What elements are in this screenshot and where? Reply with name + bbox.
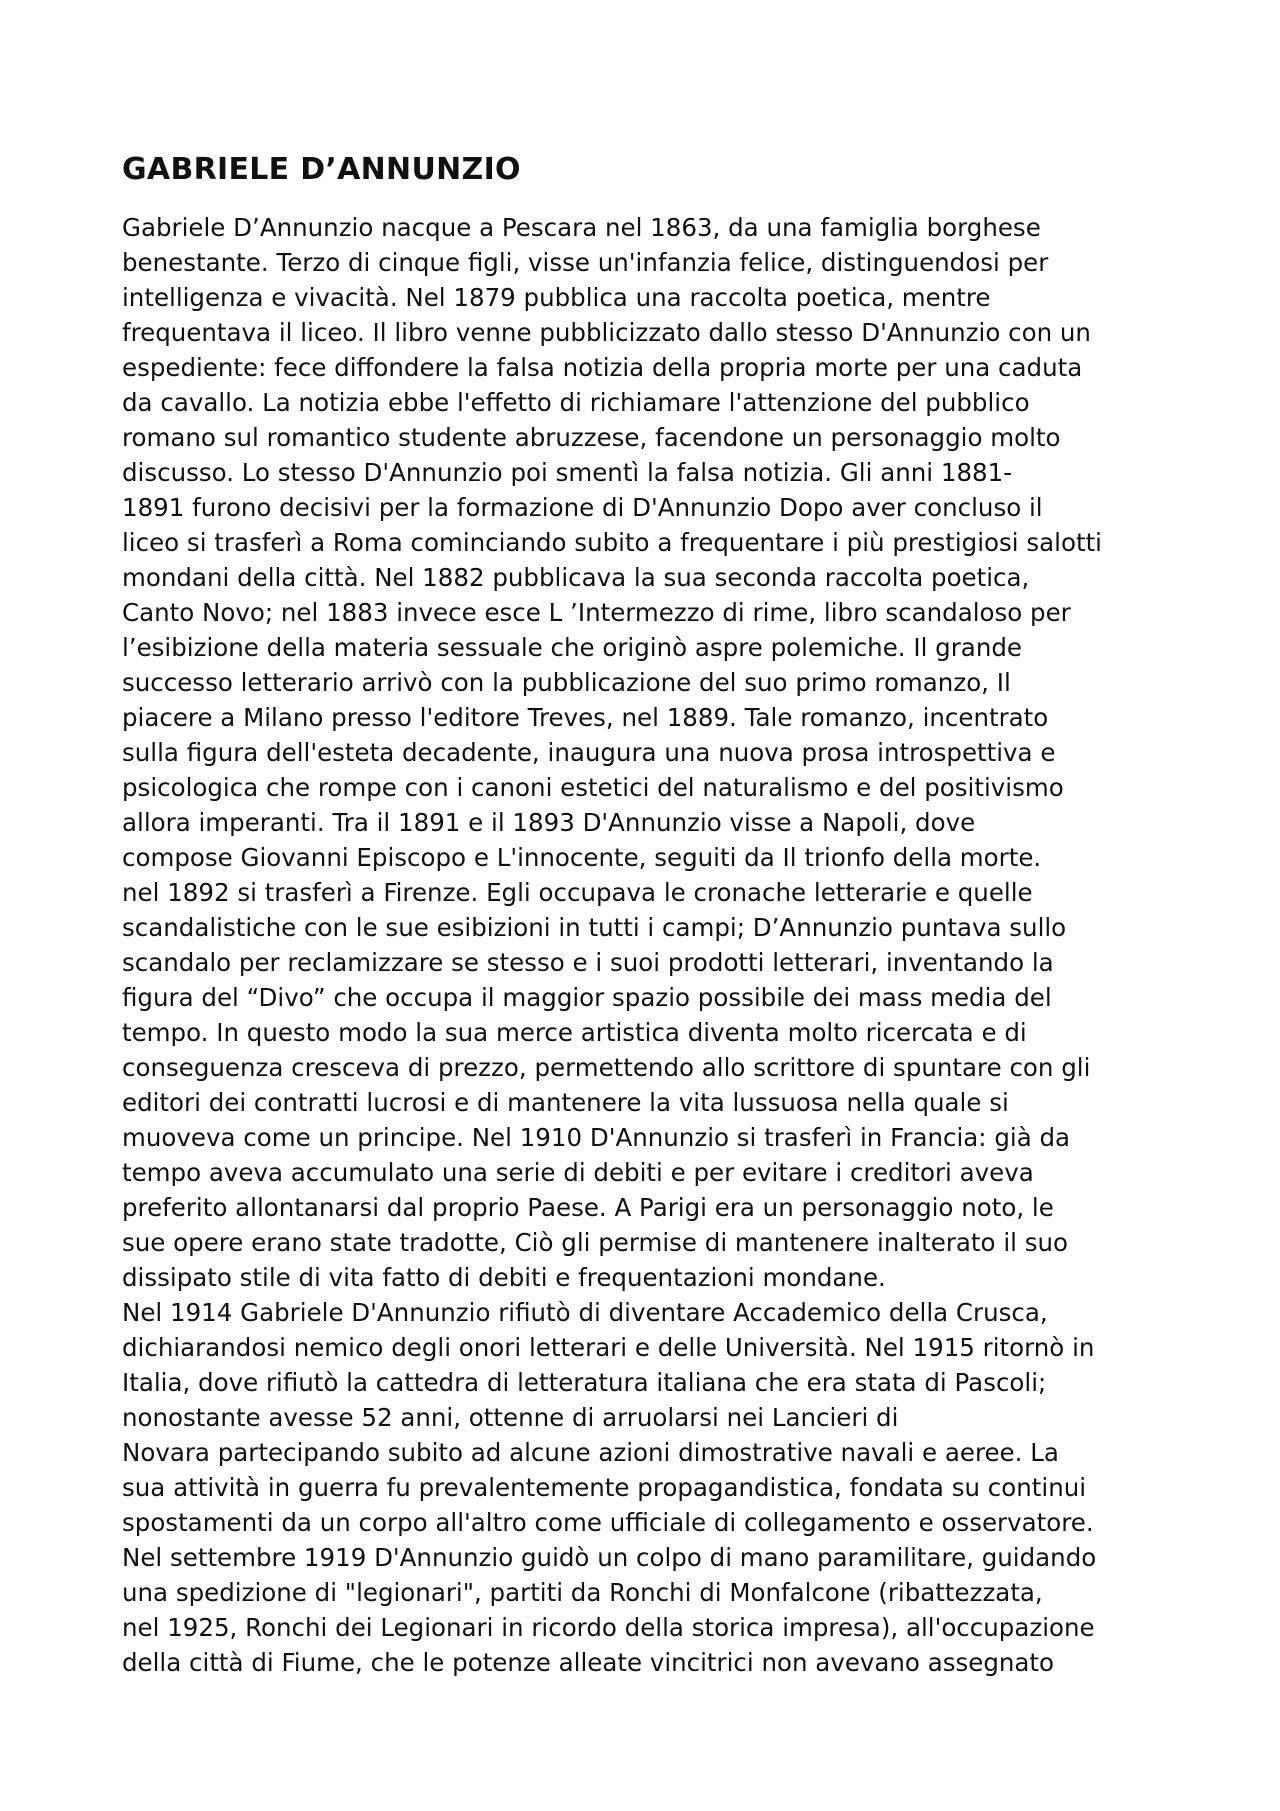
body-line: Nel 1914 Gabriele D'Annunzio rifiutò di diventare Accademico della Crusca, [122, 1298, 1048, 1327]
body-line: scandalo per reclamizzare se stesso e i suoi prodotti letterari, inventando la [122, 948, 1054, 977]
body-line: muoveva come un principe. Nel 1910 D'Annunzio si trasferì in Francia: già da [122, 1123, 1071, 1152]
body-line: successo letterario arrivò con la pubblicazione del suo primo romanzo, Il [122, 668, 1011, 697]
body-line: intelligenza e vivacità. Nel 1879 pubblica una raccolta poetica, mentre [122, 283, 991, 312]
body-line: da cavallo. La notizia ebbe l'effetto di richiamare l'attenzione del pubblico [122, 388, 1030, 417]
body-line: sua attività in guerra fu prevalentemente propagandistica, fondata su continui [122, 1473, 1087, 1502]
body-line: benestante. Terzo di cinque figli, visse un'infanzia felice, distinguendosi per [122, 248, 1049, 277]
body-line: preferito allontanarsi dal proprio Paese. A Parigi era un personaggio noto, le [122, 1193, 1054, 1222]
body-line: spostamenti da un corpo all'altro come ufficiale di collegamento e osservatore. [122, 1508, 1094, 1537]
body-line: psicologica che rompe con i canoni estetici del naturalismo e del positivismo [122, 773, 1064, 802]
document-title: GABRIELE D’ANNUNZIO [122, 152, 521, 187]
body-line: espediente: fece diffondere la falsa notizia della propria morte per una caduta [122, 353, 1083, 382]
body-line: tempo aveva accumulato una serie di debiti e per evitare i creditori aveva [122, 1158, 1034, 1187]
body-line: nonostante avesse 52 anni, ottenne di arruolarsi nei Lancieri di [122, 1403, 899, 1432]
body-line: sue opere erano state tradotte, Ciò gli permise di mantenere inalterato il suo [122, 1228, 1069, 1257]
body-line: Novara partecipando subito ad alcune azioni dimostrative navali e aeree. La [122, 1438, 1059, 1467]
body-line: discusso. Lo stesso D'Annunzio poi smentì la falsa notizia. Gli anni 1881- [122, 458, 1013, 487]
body-line: frequentava il liceo. Il libro venne pubblicizzato dallo stesso D'Annunzio con un [122, 318, 1091, 347]
body-line: Italia, dove rifiutò la cattedra di letteratura italiana che era stata di Pascoli; [122, 1368, 1047, 1397]
body-line: dichiarandosi nemico degli onori letterari e delle Università. Nel 1915 ritornò in [122, 1333, 1095, 1362]
body-line: nel 1892 si trasferì a Firenze. Egli occupava le cronache letterarie e quelle [122, 878, 1033, 907]
body-line: Canto Novo; nel 1883 invece esce L ’Intermezzo di rime, libro scandaloso per [122, 598, 1071, 627]
body-line: Gabriele D’Annunzio nacque a Pescara nel 1863, da una famiglia borghese [122, 213, 1041, 242]
body-line: liceo si trasferì a Roma cominciando subito a frequentare i più prestigiosi salotti [122, 528, 1102, 557]
body-line: nel 1925, Ronchi dei Legionari in ricordo della storica impresa), all'occupazione [122, 1613, 1095, 1642]
body-line: sulla figura dell'esteta decadente, inaugura una nuova prosa introspettiva e [122, 738, 1056, 767]
document-body [122, 210, 1202, 1680]
body-line: tempo. In questo modo la sua merce artistica diventa molto ricercata e di [122, 1018, 1027, 1047]
body-line: mondani della città. Nel 1882 pubblicava la sua seconda raccolta poetica, [122, 563, 1030, 592]
body-line: della città di Fiume, che le potenze alleate vincitrici non avevano assegnato [122, 1648, 1055, 1677]
body-line: una spedizione di "legionari", partiti da Ronchi di Monfalcone (ribattezzata, [122, 1578, 1043, 1607]
body-line: l’esibizione della materia sessuale che originò aspre polemiche. Il grande [122, 633, 1022, 662]
body-line: scandalistiche con le sue esibizioni in tutti i campi; D’Annunzio puntava sullo [122, 913, 1067, 942]
body-line: compose Giovanni Episcopo e L'innocente, seguiti da Il trionfo della morte. [122, 843, 1042, 872]
body-line: Nel settembre 1919 D'Annunzio guidò un colpo di mano paramilitare, guidando [122, 1543, 1097, 1572]
document-page [122, 150, 1202, 1680]
body-line: romano sul romantico studente abruzzese, facendone un personaggio molto [122, 423, 1061, 452]
body-line: allora imperanti. Tra il 1891 e il 1893 D'Annunzio visse a Napoli, dove [122, 808, 976, 837]
body-line: conseguenza cresceva di prezzo, permettendo allo scrittore di spuntare con gli [122, 1053, 1091, 1082]
body-line: editori dei contratti lucrosi e di mantenere la vita lussuosa nella quale si [122, 1088, 1009, 1117]
body-line: 1891 furono decisivi per la formazione di D'Annunzio Dopo aver concluso il [122, 493, 1043, 522]
body-line: figura del “Divo” che occupa il maggior spazio possibile dei mass media del [122, 983, 1052, 1012]
body-line: piacere a Milano presso l'editore Treves, nel 1889. Tale romanzo, incentrato [122, 703, 1049, 732]
body-line: dissipato stile di vita fatto di debiti e frequentazioni mondane. [122, 1263, 886, 1292]
